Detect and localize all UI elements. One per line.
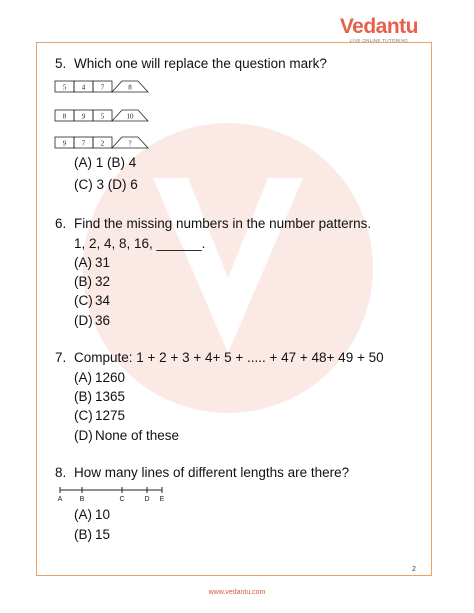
figure-result: ?	[128, 139, 132, 148]
question-number: 5.	[55, 56, 67, 71]
question-text: How many lines of different lengths are there?	[74, 465, 350, 480]
figure-cell: 9	[62, 139, 67, 148]
logo-tagline: LIVE ONLINE TUTORING	[349, 38, 409, 43]
figure-cell: 9	[81, 112, 86, 121]
option-a: (A) 31	[74, 255, 111, 270]
figure-result: 8	[128, 83, 132, 92]
option-c: (C) 1275	[74, 408, 126, 423]
option-b: (B) 32	[74, 274, 111, 289]
option-d: (D) None of these	[74, 428, 180, 443]
line-segment-figure	[52, 484, 172, 504]
figure-cell: 7	[100, 83, 105, 92]
page-number: 2	[412, 566, 416, 573]
logo-text: Vedantu	[339, 15, 418, 38]
figure-row-3	[55, 137, 148, 148]
figure-row-2	[55, 110, 148, 121]
question-number: 7.	[55, 350, 67, 365]
figure-row-1	[55, 81, 148, 92]
option-a: (A) 1260	[74, 370, 126, 385]
option-c: (C) 34	[74, 293, 111, 308]
question-number: 6.	[55, 216, 67, 231]
options-line-2: (C) 3 (D) 6	[74, 177, 138, 192]
figure-cell: 2	[100, 139, 105, 148]
option-b: (B) 15	[74, 527, 111, 542]
option-d: (D) 36	[74, 313, 111, 328]
figure-cell: 5	[100, 112, 105, 121]
question-text: Find the missing numbers in the number patterns.	[74, 216, 372, 231]
option-b: (B) 1365	[74, 389, 126, 404]
point-label: B	[79, 496, 85, 503]
question-text: Compute: 1 + 2 + 3 + 4+ 5 + ..... + 47 + 48+ 49 + 50	[74, 350, 384, 365]
figure-result: 10	[126, 112, 134, 121]
point-label: D	[144, 496, 150, 503]
point-label: A	[57, 496, 63, 503]
number-pattern: 1, 2, 4, 8, 16, ______.	[74, 236, 206, 251]
options-line-1: (A) 1 (B) 4	[74, 155, 137, 170]
point-label: C	[119, 496, 125, 503]
brand-logo	[340, 16, 418, 44]
question-number: 8.	[55, 465, 67, 480]
figure-cell: 4	[81, 83, 86, 92]
footer-url-link[interactable]: www.vedantu.com	[208, 589, 266, 596]
point-label: E	[159, 496, 165, 503]
question-text: Which one will replace the question mark?	[74, 56, 327, 71]
number-boxes-figure	[54, 80, 164, 152]
figure-cell: 7	[81, 139, 86, 148]
figure-cell: 8	[62, 112, 67, 121]
option-a: (A) 10	[74, 507, 111, 522]
figure-cell: 5	[62, 83, 67, 92]
